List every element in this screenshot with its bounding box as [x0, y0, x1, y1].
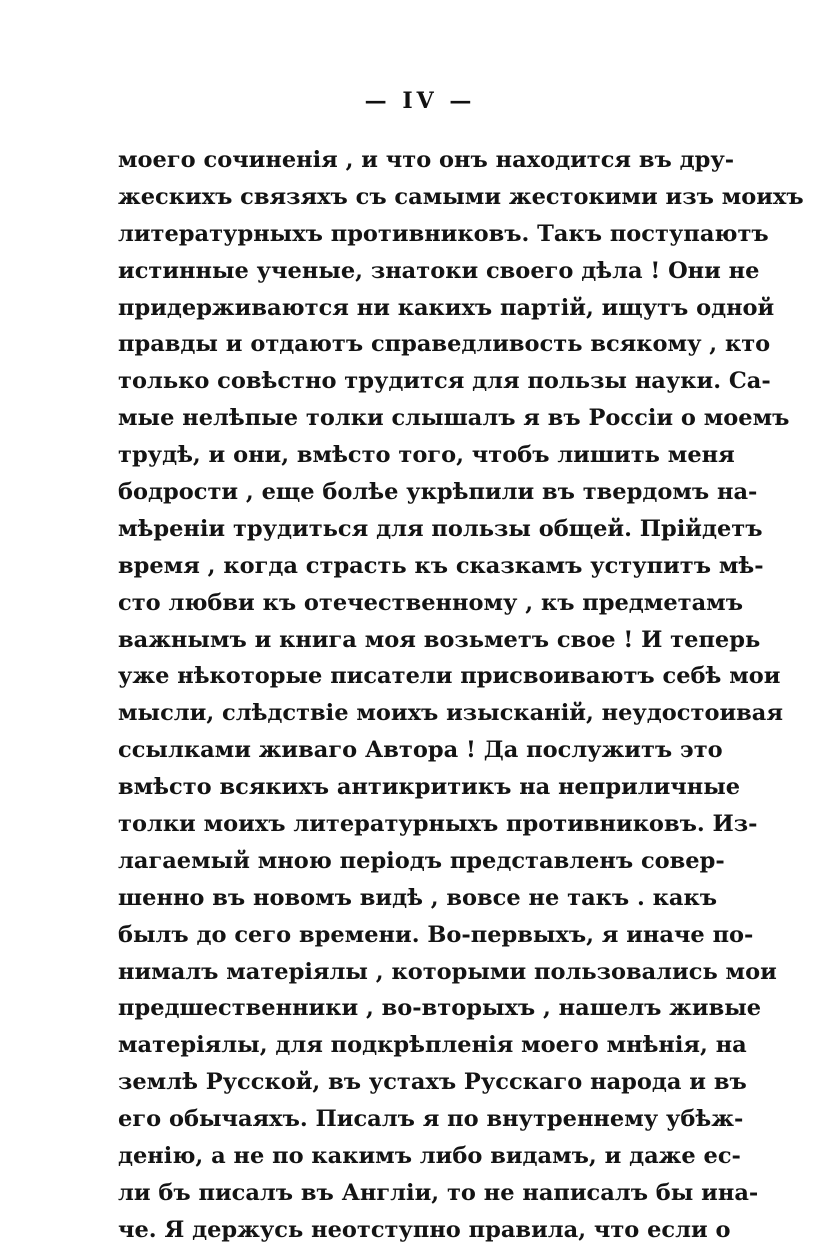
- text-line: мысли, слѣдствіе моихъ изысканій, неудостоивая: [118, 700, 783, 727]
- text-line: лагаемый мною періодъ представленъ совер-: [118, 847, 725, 874]
- text-line: мѣреніи трудиться для пользы общей. Прійдетъ: [118, 515, 763, 542]
- text-line: денію, а не по какимъ либо видамъ, и даже ес-: [118, 1143, 741, 1170]
- text-line: правды и отдаютъ справедливость всякому , кто: [118, 331, 771, 358]
- text-line: жескихъ связяхъ съ самыми жестокими изъ моихъ: [118, 183, 804, 210]
- text-line: вмѣсто всякихъ антикритикъ на неприличные: [118, 774, 741, 801]
- text-line: время , когда страсть къ сказкамъ уступитъ мѣ-: [118, 552, 764, 579]
- text-line: сто любви къ отечественному , къ предметамъ: [118, 589, 743, 616]
- text-line: уже нѣкоторые писатели присвоиваютъ себѣ мои: [118, 663, 781, 690]
- page-number: — IV —: [364, 88, 476, 114]
- text-line: толки моихъ литературныхъ противниковъ. Из-: [118, 811, 758, 838]
- text-line: бодрости , еще болѣе укрѣпили въ твердомъ на-: [118, 479, 758, 506]
- text-line: моего сочиненія , и что онъ находится въ дру-: [118, 147, 735, 173]
- text-line: матеріялы, для подкрѣпленія моего мнѣнія, на: [118, 1032, 747, 1059]
- text-line: былъ до сего времени. Во-первыхъ, я иначе по-: [118, 921, 754, 948]
- text-line: истинные ученые, знатоки своего дѣла ! Они не: [118, 257, 760, 284]
- text-line: предшественники , во-вторыхъ , нашелъ живые: [118, 995, 762, 1022]
- text-line: ссылками живаго Автора ! Да послужитъ это: [118, 737, 723, 764]
- text-line: литературныхъ противниковъ. Такъ поступаютъ: [118, 220, 769, 247]
- text-line: трудѣ, и они, вмѣсто того, чтобъ лишить меня: [118, 442, 735, 469]
- body-text: [118, 142, 804, 1249]
- text-line: мые нелѣпые толки слышалъ я въ Россіи о моемъ: [118, 405, 790, 432]
- text-line: нималъ матеріялы , которыми пользовались мои: [118, 958, 777, 985]
- text-line: землѣ Русской, въ устахъ Русскаго народа и въ: [118, 1069, 747, 1096]
- text-line: ли бъ писалъ въ Англіи, то не написалъ бы ина-: [118, 1179, 759, 1206]
- text-line: че. Я держусь неотступно правила, что если о: [118, 1216, 731, 1243]
- text-line: придерживаются ни какихъ партій, ищутъ одной: [118, 294, 775, 321]
- text-line: шенно въ новомъ видѣ , вовсе не такъ . какъ: [118, 884, 717, 911]
- text-line: только совѣстно трудится для пользы науки. Са-: [118, 368, 771, 395]
- text-line: важнымъ и книга моя возьметъ свое ! И теперь: [118, 626, 761, 653]
- text-line: его обычаяхъ. Писалъ я по внутреннему убѣж-: [118, 1106, 744, 1133]
